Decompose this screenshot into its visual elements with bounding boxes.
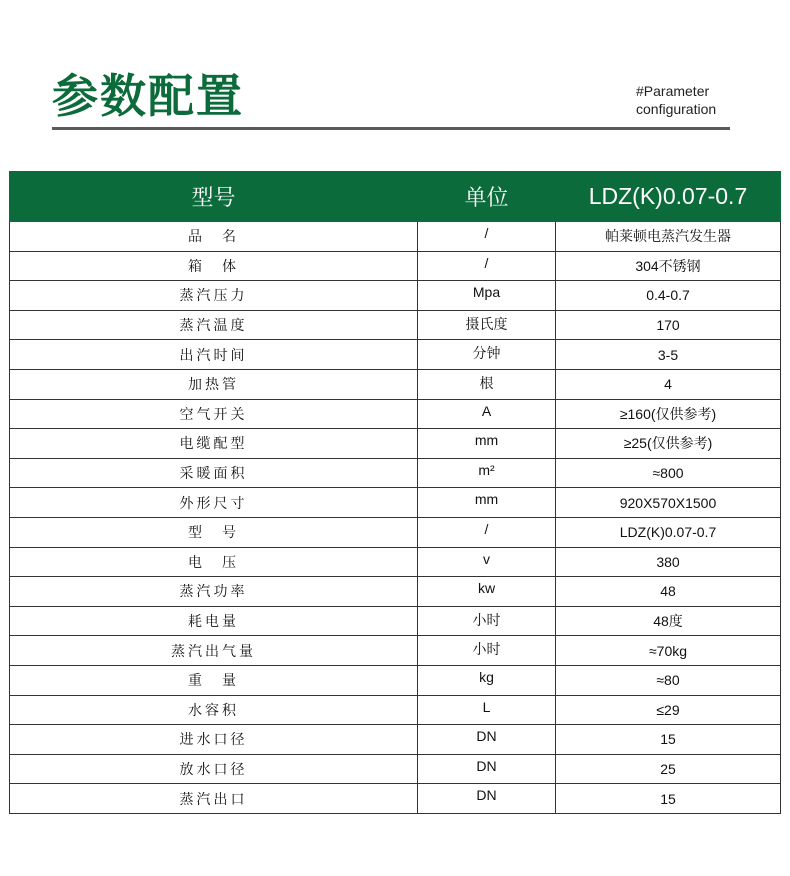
param-name-cell: 蒸汽功率	[10, 577, 418, 607]
param-value-cell: ≤29	[556, 695, 781, 725]
table-row	[10, 251, 781, 281]
param-name-cell: 蒸汽温度	[10, 310, 418, 340]
table-row	[10, 517, 781, 547]
param-name-cell: 型 号	[10, 517, 418, 547]
table-row	[10, 429, 781, 459]
param-unit-cell: L	[418, 695, 556, 725]
table-row	[10, 665, 781, 695]
table-row	[10, 310, 781, 340]
table-row	[10, 399, 781, 429]
table-row	[10, 784, 781, 814]
header-model-label: 型号	[10, 172, 418, 222]
param-value-cell: 170	[556, 310, 781, 340]
param-value-cell: 304不锈钢	[556, 251, 781, 281]
param-name-cell: 外形尺寸	[10, 488, 418, 518]
param-name-cell: 采暖面积	[10, 458, 418, 488]
param-name-cell: 耗电量	[10, 606, 418, 636]
table-row	[10, 636, 781, 666]
param-value-cell: ≥25(仅供参考)	[556, 429, 781, 459]
param-unit-cell: m²	[418, 458, 556, 488]
header-unit-label: 单位	[418, 172, 556, 222]
page-subtitle	[636, 82, 716, 118]
param-value-cell: ≥160(仅供参考)	[556, 399, 781, 429]
param-value-cell: 48度	[556, 606, 781, 636]
page-title: 参数配置	[52, 69, 244, 123]
param-value-cell: ≈70kg	[556, 636, 781, 666]
table-row	[10, 488, 781, 518]
param-unit-cell: /	[418, 222, 556, 252]
param-unit-cell: 小时	[418, 636, 556, 666]
param-unit-cell: v	[418, 547, 556, 577]
param-name-cell: 加热管	[10, 369, 418, 399]
param-value-cell: ≈80	[556, 665, 781, 695]
table-row	[10, 458, 781, 488]
title-divider	[52, 127, 730, 130]
table-row	[10, 547, 781, 577]
param-unit-cell: DN	[418, 725, 556, 755]
param-name-cell: 重 量	[10, 665, 418, 695]
table-header-row	[10, 172, 781, 222]
param-value-cell: 380	[556, 547, 781, 577]
param-name-cell: 品 名	[10, 222, 418, 252]
param-name-cell: 进水口径	[10, 725, 418, 755]
param-unit-cell: kg	[418, 665, 556, 695]
param-value-cell: 帕莱顿电蒸汽发生器	[556, 222, 781, 252]
param-unit-cell: Mpa	[418, 281, 556, 311]
param-unit-cell: mm	[418, 429, 556, 459]
table-row	[10, 606, 781, 636]
param-unit-cell: 摄氏度	[418, 310, 556, 340]
param-name-cell: 水容积	[10, 695, 418, 725]
param-unit-cell: 分钟	[418, 340, 556, 370]
param-value-cell: 3-5	[556, 340, 781, 370]
param-value-cell: 25	[556, 754, 781, 784]
param-name-cell: 出汽时间	[10, 340, 418, 370]
param-unit-cell: A	[418, 399, 556, 429]
param-name-cell: 蒸汽出气量	[10, 636, 418, 666]
param-value-cell: 15	[556, 784, 781, 814]
param-name-cell: 箱 体	[10, 251, 418, 281]
param-value-cell: LDZ(K)0.07-0.7	[556, 517, 781, 547]
table-row	[10, 222, 781, 252]
param-name-cell: 放水口径	[10, 754, 418, 784]
param-name-cell: 空气开关	[10, 399, 418, 429]
param-value-cell: ≈800	[556, 458, 781, 488]
table-row	[10, 754, 781, 784]
table-row	[10, 695, 781, 725]
param-unit-cell: 根	[418, 369, 556, 399]
param-unit-cell: 小时	[418, 606, 556, 636]
subtitle-line-2: configuration	[636, 101, 717, 117]
table-row	[10, 281, 781, 311]
table-row	[10, 577, 781, 607]
parameter-table	[9, 171, 781, 814]
table-row	[10, 725, 781, 755]
param-unit-cell: mm	[418, 488, 556, 518]
param-value-cell: 48	[556, 577, 781, 607]
subtitle-line-1: #Parameter	[636, 83, 710, 99]
param-unit-cell: /	[418, 251, 556, 281]
param-value-cell: 0.4-0.7	[556, 281, 781, 311]
param-value-cell: 15	[556, 725, 781, 755]
param-value-cell: 4	[556, 369, 781, 399]
param-value-cell: 920X570X1500	[556, 488, 781, 518]
table-row	[10, 340, 781, 370]
param-unit-cell: DN	[418, 754, 556, 784]
header-model-value: LDZ(K)0.07-0.7	[556, 172, 781, 222]
param-name-cell: 蒸汽出口	[10, 784, 418, 814]
param-unit-cell: kw	[418, 577, 556, 607]
table-row	[10, 369, 781, 399]
param-unit-cell: /	[418, 517, 556, 547]
param-name-cell: 电缆配型	[10, 429, 418, 459]
param-name-cell: 蒸汽压力	[10, 281, 418, 311]
param-unit-cell: DN	[418, 784, 556, 814]
param-name-cell: 电 压	[10, 547, 418, 577]
